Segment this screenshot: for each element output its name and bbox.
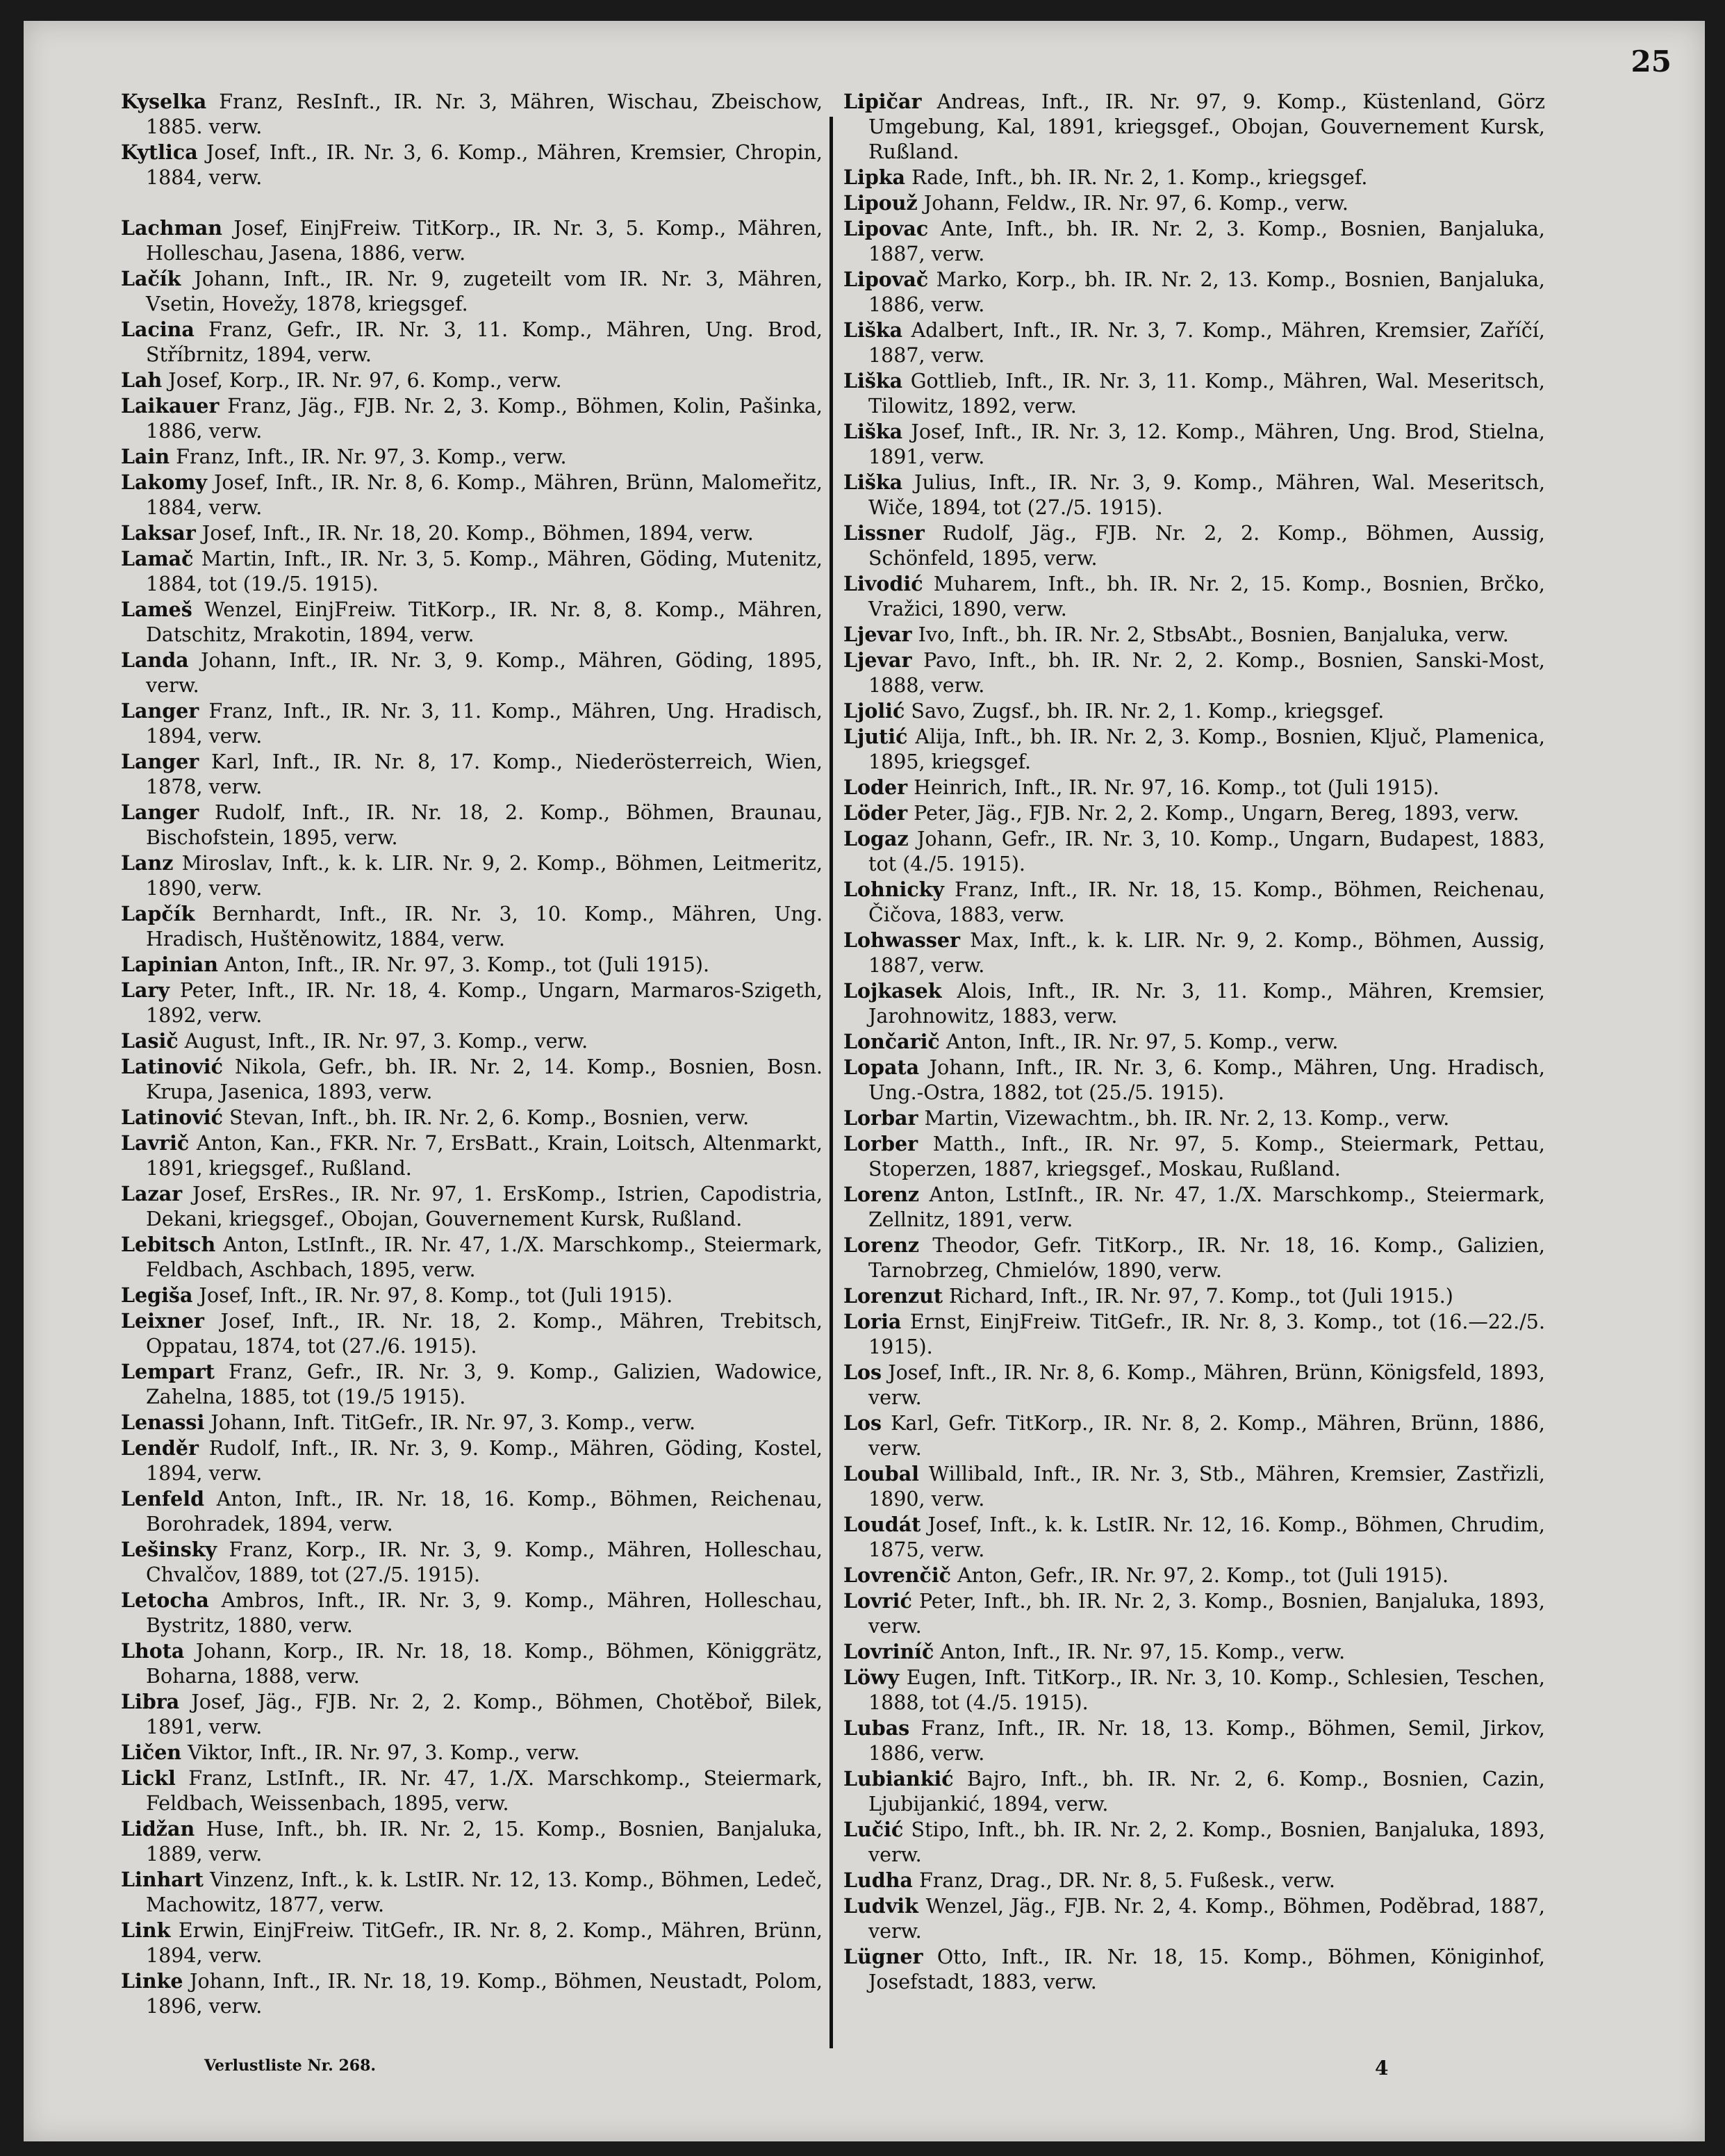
entry-details: Anton, Gefr., IR. Nr. 97, 2. Komp., tot (Juli 1915). [951,1564,1449,1587]
list-entry [121,952,823,978]
entry-surname: Lazar [121,1182,183,1205]
entry-details: Martin, Inft., IR. Nr. 3, 5. Komp., Mähren, Göding, Mutenitz, 1884, tot (19./5. 1915). [146,548,823,595]
entry-surname: Leixner [121,1309,204,1333]
entry-details: Johann, Feldw., IR. Nr. 97, 6. Komp., verw. [917,192,1348,215]
list-entry [121,1308,823,1359]
entry-details: Stipo, Inft., bh. IR. Nr. 2, 2. Komp., Bosnien, Banjaluka, 1893, verw. [868,1818,1545,1866]
entry-surname: Ljevar [843,648,912,672]
entry-surname: Liška [843,420,903,443]
entry-details: Ante, Inft., bh. IR. Nr. 2, 3. Komp., Bosnien, Banjaluka, 1887, verw. [868,217,1545,265]
entry-surname: Linhart [121,1868,204,1891]
list-entry [843,419,1545,470]
entry-surname: Liška [843,369,903,393]
entry-details: Ernst, EinjFreiw. TitGefr., IR. Nr. 8, 3. Komp., tot (16.—22./5. 1915). [868,1310,1545,1358]
entry-details: Alija, Inft., bh. IR. Nr. 2, 3. Komp., Bosnien, Ključ, Plamenica, 1895, kriegsgef. [868,725,1545,773]
entry-surname: Lorenzut [843,1284,943,1308]
list-entry [121,140,823,190]
entry-surname: Loubal [843,1462,919,1486]
list-entry [843,1233,1545,1283]
entry-surname: Lovriníč [843,1640,934,1663]
entry-surname: Lovrenčič [843,1563,952,1587]
entry-surname: Latinović [121,1105,223,1129]
list-entry [121,597,823,648]
list-entry [843,1283,1545,1309]
entry-details: Theodor, Gefr. TitKorp., IR. Nr. 18, 16. Komp., Galizien, Tarnobrzeg, Chmielów, 1890, verw. [868,1234,1545,1282]
list-entry [121,850,823,901]
entry-details: Josef, Inft., IR. Nr. 18, 20. Komp., Böhmen, 1894, verw. [195,522,754,545]
entry-details: Rudolf, Inft., IR. Nr. 18, 2. Komp., Böhmen, Braunau, Bischofstein, 1895, verw. [146,801,823,849]
entry-surname: Lavrič [121,1131,190,1155]
list-entry [843,1665,1545,1715]
entry-surname: Lidžan [121,1817,195,1841]
entry-surname: Lebitsch [121,1233,216,1256]
list-entry [121,1689,823,1740]
list-entry [121,1867,823,1918]
entry-surname: Lojkasek [843,979,942,1003]
entry-surname: Lah [121,368,163,392]
page-number: 25 [1631,44,1672,79]
entry-details: Josef, Inft., IR. Nr. 8, 6. Komp., Mähren, Brünn, Königsfeld, 1893, verw. [868,1361,1545,1409]
entry-surname: Latinović [121,1055,223,1078]
entry-details: Adalbert, Inft., IR. Nr. 3, 7. Komp., Mähren, Kremsier, Zaříčí, 1887, verw. [868,319,1545,367]
entry-surname: Lachman [121,216,222,240]
entry-details: Anton, LstInft., IR. Nr. 47, 1./X. Marschkomp., Steiermark, Feldbach, Aschbach, 1895, verw. [146,1233,823,1281]
entry-details: Otto, Inft., IR. Nr. 18, 15. Komp., Böhmen, Königinhof, Josefstadt, 1883, verw. [868,1945,1545,1993]
entry-details: Stevan, Inft., bh. IR. Nr. 2, 6. Komp., Bosnien, verw. [222,1106,750,1129]
entry-details: Franz, Gefr., IR. Nr. 3, 9. Komp., Galizien, Wadowice, Zahelna, 1885, tot (19./5 1915). [146,1360,823,1408]
entry-details: Franz, LstInft., IR. Nr. 47, 1./X. Marschkomp., Steiermark, Feldbach, Weissenbach, 1895, verw. [146,1767,823,1815]
entry-surname: Laksar [121,521,196,545]
list-entry [843,1588,1545,1639]
entry-surname: Lameš [121,598,192,621]
entry-surname: Libra [121,1690,180,1713]
list-entry [843,1817,1545,1868]
list-entry [121,901,823,952]
list-entry [121,749,823,800]
list-entry [121,215,823,266]
entry-details: Johann, Inft., IR. Nr. 3, 9. Komp., Mähren, Göding, 1895, verw. [146,649,823,697]
list-entry [121,1968,823,2019]
entry-surname: Lučić [843,1818,904,1841]
entry-details: Karl, Inft., IR. Nr. 8, 17. Komp., Niederösterreich, Wien, 1878, verw. [146,750,823,798]
entry-surname: Lipovac [843,217,929,240]
entry-surname: Lončarič [843,1030,940,1053]
entry-details: Josef, Inft., IR. Nr. 18, 2. Komp., Mähren, Trebitsch, Oppatau, 1874, tot (27./6. 1915). [146,1310,823,1358]
sheet-mark: 4 [1375,2057,1389,2080]
list-entry [843,1410,1545,1461]
entry-surname: Ludha [843,1868,913,1892]
entry-details: Josef, Korp., IR. Nr. 97, 6. Komp., verw. [162,369,562,392]
entry-surname: Lešinsky [121,1538,217,1561]
entry-surname: Livodić [843,572,923,595]
entry-details: Willibald, Inft., IR. Nr. 3, Stb., Mähren, Kremsier, Zastřizli, 1890, verw. [868,1463,1545,1511]
entry-surname: Lickl [121,1766,176,1790]
entry-surname: Lačík [121,267,181,290]
entry-surname: Lipka [843,165,906,189]
entry-details: August, Inft., IR. Nr. 97, 3. Komp., verw. [178,1030,588,1053]
entry-details: Josef, Inft., IR. Nr. 8, 6. Komp., Mähren, Brünn, Malomeřitz, 1884, verw. [146,471,823,519]
entry-details: Ambros, Inft., IR. Nr. 3, 9. Komp., Mähren, Holleschau, Bystritz, 1880, verw. [146,1589,823,1637]
list-entry [121,1435,823,1486]
entry-details: Max, Inft., k. k. LIR. Nr. 9, 2. Komp., Böhmen, Aussig, 1887, verw. [868,929,1545,977]
entry-surname: Lenassi [121,1410,205,1434]
list-entry [121,1816,823,1867]
entry-surname: Lovrić [843,1589,912,1613]
list-entry [843,1029,1545,1055]
entry-details: Pavo, Inft., bh. IR. Nr. 2, 2. Komp., Bosnien, Sanski-Most, 1888, verw. [868,649,1545,697]
entry-surname: Los [843,1411,882,1435]
entry-surname: Ludvik [843,1894,918,1918]
list-entry [121,1130,823,1181]
list-entry [843,190,1545,216]
list-entry [843,368,1545,419]
list-entry [843,1131,1545,1182]
entry-surname: Liška [843,318,903,342]
entry-details: Franz, Jäg., FJB. Nr. 2, 3. Komp., Böhmen, Kolin, Pašinka, 1886, verw. [146,395,823,443]
entry-surname: Ljevar [843,623,912,646]
entry-details: Bernhardt, Inft., IR. Nr. 3, 10. Komp., Mähren, Ung. Hradisch, Huštěnowitz, 1884, verw. [146,903,823,951]
entry-details: Erwin, EinjFreiw. TitGefr., IR. Nr. 8, 2. Komp., Mähren, Brünn, 1894, verw. [146,1919,823,1967]
list-entry [121,1410,823,1435]
entry-surname: Löder [843,801,908,825]
entry-surname: Lorenz [843,1183,920,1206]
entry-surname: Lipovač [843,268,929,291]
list-entry [121,1232,823,1283]
list-entry [843,1944,1545,1995]
entry-details: Bajro, Inft., bh. IR. Nr. 2, 6. Komp., Bosnien, Cazin, Ljubijankić, 1894, verw. [868,1768,1545,1816]
entry-details: Josef, Inft., k. k. LstIR. Nr. 12, 16. Komp., Böhmen, Chrudim, 1875, verw. [868,1513,1545,1561]
list-entry [843,318,1545,368]
list-entry [843,648,1545,698]
entry-details: Huse, Inft., bh. IR. Nr. 2, 15. Komp., Bosnien, Banjaluka, 1889, verw. [146,1818,823,1866]
entry-details: Muharem, Inft., bh. IR. Nr. 2, 15. Komp., Bosnien, Brčko, Vražici, 1890, verw. [868,573,1545,620]
entry-surname: Lopata [843,1055,920,1079]
entry-surname: Logaz [843,827,909,850]
entry-details: Vinzenz, Inft., k. k. LstIR. Nr. 12, 13. Komp., Böhmen, Ledeč, Machowitz, 1877, verw. [146,1868,823,1916]
list-entry [121,1537,823,1588]
list-entry [843,571,1545,622]
entry-details: Wenzel, Jäg., FJB. Nr. 2, 4. Komp., Böhmen, Poděbrad, 1887, verw. [868,1895,1545,1943]
entry-surname: Legiša [121,1283,193,1307]
list-entry [121,520,823,546]
entry-surname: Lenděr [121,1436,199,1460]
list-entry [121,1918,823,1968]
entry-details: Matth., Inft., IR. Nr. 97, 5. Komp., Steiermark, Pettau, Stoperzen, 1887, kriegsgef., Moskau, Rußland. [868,1133,1545,1180]
entry-details: Miroslav, Inft., k. k. LIR. Nr. 9, 2. Komp., Böhmen, Leitmeritz, 1890, verw. [146,852,823,900]
entry-surname: Lanz [121,851,174,875]
entry-surname: Landa [121,648,189,672]
list-entry [121,1588,823,1638]
list-entry [843,520,1545,571]
entry-surname: Lipičar [843,90,922,113]
entry-surname: Langer [121,800,199,824]
entry-surname: Loudát [843,1513,921,1536]
entry-details: Franz, Inft., IR. Nr. 18, 15. Komp., Böhmen, Reichenau, Čičova, 1883, verw. [868,878,1545,926]
entry-details: Josef, Inft., IR. Nr. 3, 12. Komp., Mähren, Ung. Brod, Stielna, 1891, verw. [868,420,1545,468]
entry-surname: Lohwasser [843,928,961,952]
list-entry [121,1359,823,1410]
entry-details: Johann, Inft., IR. Nr. 9, zugeteilt vom IR. Nr. 3, Mähren, Vsetin, Hovežy, 1878, kriegsgef. [146,268,823,315]
entry-surname: Langer [121,750,199,773]
entry-details: Josef, Inft., IR. Nr. 97, 8. Komp., tot (Juli 1915). [192,1284,673,1307]
entry-surname: Langer [121,699,199,723]
list-entry [843,1055,1545,1105]
list-entry [121,393,823,444]
list-entry [843,826,1545,877]
list-entry [121,1054,823,1105]
entry-details: Josef, Jäg., FJB. Nr. 2, 2. Komp., Böhmen, Chotěboř, Bilek, 1891, verw. [146,1690,823,1738]
list-entry [121,1181,823,1232]
list-entry [843,1893,1545,1944]
list-entry [843,216,1545,267]
entry-details: Anton, Inft., IR. Nr. 97, 15. Komp., verw. [934,1640,1346,1663]
list-entry [121,1766,823,1816]
entry-surname: Laikauer [121,394,220,418]
entry-details: Nikola, Gefr., bh. IR. Nr. 2, 14. Komp., Bosnien, Bosn. Krupa, Jasenica, 1893, verw. [146,1055,823,1103]
entry-surname: Kytlica [121,140,198,164]
entry-surname: Ljutić [843,725,908,748]
list-entry [121,1283,823,1308]
entry-details: Anton, Kan., FKR. Nr. 7, ErsBatt., Krain, Loitsch, Altenmarkt, 1891, kriegsgef., Rußland. [146,1132,823,1180]
entry-surname: Liška [843,470,903,494]
entry-details: Johann, Inft. TitGefr., IR. Nr. 97, 3. Komp., verw. [204,1411,696,1434]
entry-details: Savo, Zugsf., bh. IR. Nr. 2, 1. Komp., kriegsgef. [905,700,1385,723]
list-entry [121,444,823,470]
entry-details: Anton, LstInft., IR. Nr. 47, 1./X. Marschkomp., Steiermark, Zellnitz, 1891, verw. [868,1183,1545,1231]
entry-details: Viktor, Inft., IR. Nr. 97, 3. Komp., verw. [181,1741,580,1764]
entry-details: Josef, Inft., IR. Nr. 3, 6. Komp., Mähren, Kremsier, Chropin, 1884, verw. [146,141,823,189]
list-entry [121,1105,823,1130]
entry-surname: Lipouž [843,191,918,215]
entry-surname: Lakomy [121,470,207,494]
list-entry [121,317,823,368]
entry-details: Ivo, Inft., bh. IR. Nr. 2, StbsAbt., Bosnien, Banjaluka, verw. [911,623,1509,646]
list-entry [121,698,823,749]
list-entry [843,978,1545,1029]
entry-details: Franz, Gefr., IR. Nr. 3, 11. Komp., Mähren, Ung. Brod, Stříbrnitz, 1894, verw. [146,318,823,366]
entry-details: Rudolf, Inft., IR. Nr. 3, 9. Komp., Mähren, Göding, Kostel, 1894, verw. [146,1437,823,1485]
entry-details: Julius, Inft., IR. Nr. 3, 9. Komp., Mähren, Wal. Meseritsch, Wiče, 1894, tot (27./5. 1915). [868,471,1545,519]
list-entry [121,978,823,1028]
list-entry [843,1766,1545,1817]
list-entry [843,775,1545,800]
entry-details: Marko, Korp., bh. IR. Nr. 2, 13. Komp., Bosnien, Banjaluka, 1886, verw. [868,268,1545,316]
list-entry [121,648,823,698]
entry-surname: Lubiankić [843,1767,954,1791]
list-entry [843,1105,1545,1131]
entry-details: Josef, EinjFreiw. TitKorp., IR. Nr. 3, 5. Komp., Mähren, Holleschau, Jasena, 1886, verw. [146,217,823,265]
entry-details: Franz, Inft., IR. Nr. 3, 11. Komp., Mähren, Ung. Hradisch, 1894, verw. [146,700,823,748]
list-entry [121,1638,823,1689]
entry-surname: Loria [843,1310,902,1333]
document-page [24,21,1705,2141]
entry-surname: Loder [843,775,908,799]
entry-details: Franz, Drag., DR. Nr. 8, 5. Fußesk., verw. [912,1869,1335,1892]
entry-details: Franz, Inft., IR. Nr. 18, 13. Komp., Böhmen, Semil, Jirkov, 1886, verw. [868,1717,1545,1765]
entry-surname: Lempart [121,1360,215,1383]
entry-surname: Lapinian [121,953,218,976]
list-entry [843,698,1545,724]
entry-surname: Lain [121,445,170,468]
entry-details: Richard, Inft., IR. Nr. 97, 7. Komp., tot (Juli 1915.) [943,1285,1453,1308]
entry-details: Alois, Inft., IR. Nr. 3, 11. Komp., Mähren, Kremsier, Jarohnowitz, 1883, verw. [868,980,1545,1028]
entry-details: Gottlieb, Inft., IR. Nr. 3, 11. Komp., Mähren, Wal. Meseritsch, Tilowitz, 1892, verw. [868,370,1545,418]
entry-details: Peter, Jäg., FJB. Nr. 2, 2. Komp., Ungarn, Bereg, 1893, verw. [907,802,1519,825]
entry-surname: Letocha [121,1588,209,1612]
list-entry [121,368,823,393]
entry-surname: Linke [121,1969,183,1993]
entry-details: Anton, Inft., IR. Nr. 18, 16. Komp., Böhmen, Reichenau, Borohradek, 1894, verw. [146,1488,823,1536]
entry-details: Rade, Inft., bh. IR. Nr. 2, 1. Komp., kriegsgef. [905,166,1368,189]
entry-surname: Lhota [121,1639,185,1663]
list-entry [843,1563,1545,1588]
page-footer: Verlustliste Nr. 268. [204,2057,377,2075]
list-entry [121,546,823,597]
entry-details: Andreas, Inft., IR. Nr. 97, 9. Komp., Küstenland, Görz Umgebung, Kal, 1891, kriegsgef., Obojan, Gouvernement Kursk, Rußland. [868,90,1545,163]
entry-surname: Ljolić [843,699,905,723]
entry-details: Peter, Inft., bh. IR. Nr. 2, 3. Komp., Bosnien, Banjaluka, 1893, verw. [868,1590,1545,1638]
right-column [843,89,1545,1995]
entry-surname: Lissner [843,521,925,545]
list-entry [843,622,1545,648]
list-entry [843,1639,1545,1665]
entry-details: Franz, ResInft., IR. Nr. 3, Mähren, Wischau, Zbeischow, 1885. verw. [146,90,823,138]
list-entry [843,470,1545,520]
entry-surname: Lubas [843,1716,910,1740]
list-entry [121,89,823,140]
list-entry [843,724,1545,775]
list-entry [121,1740,823,1766]
entry-surname: Lapčík [121,902,195,925]
entry-details: Franz, Inft., IR. Nr. 97, 3. Komp., verw. [170,445,567,468]
list-entry [843,1182,1545,1233]
list-entry [121,470,823,520]
entry-surname: Lohnicky [843,878,944,901]
list-entry [843,1868,1545,1893]
entry-surname: Lorbar [843,1106,918,1130]
entry-details: Johann, Gefr., IR. Nr. 3, 10. Komp., Ungarn, Budapest, 1883, tot (4./5. 1915). [868,828,1545,875]
list-entry [121,1028,823,1054]
entry-details: Peter, Inft., IR. Nr. 18, 4. Komp., Ungarn, Marmaros-Szigeth, 1892, verw. [146,979,823,1027]
entry-details: Johann, Inft., IR. Nr. 3, 6. Komp., Mähren, Ung. Hradisch, Ung.-Ostra, 1882, tot (25./5. 1915). [868,1056,1545,1104]
entry-details: Franz, Korp., IR. Nr. 3, 9. Komp., Mähren, Holleschau, Chvalčov, 1889, tot (27./5. 1915). [146,1538,823,1586]
entry-details: Karl, Gefr. TitKorp., IR. Nr. 8, 2. Komp., Mähren, Brünn, 1886, verw. [868,1412,1545,1460]
entry-surname: Lenfeld [121,1487,205,1511]
list-entry [843,267,1545,318]
list-entry [843,800,1545,826]
entry-surname: Los [843,1360,882,1384]
entry-surname: Ličen [121,1741,182,1764]
list-entry [843,928,1545,978]
list-entry [121,266,823,317]
left-column [121,89,823,2019]
entry-surname: Löwy [843,1665,900,1689]
entry-surname: Lorber [843,1132,918,1155]
entry-surname: Kyselka [121,90,207,113]
entry-details: Rudolf, Jäg., FJB. Nr. 2, 2. Komp., Böhmen, Aussig, Schönfeld, 1895, verw. [868,522,1545,570]
entry-surname: Lügner [843,1945,923,1968]
entry-surname: Lasič [121,1029,179,1053]
entry-details: Johann, Korp., IR. Nr. 18, 18. Komp., Böhmen, Königgrätz, Boharna, 1888, verw. [146,1640,823,1688]
list-entry [843,1715,1545,1766]
entry-surname: Lary [121,978,170,1002]
list-entry [843,877,1545,928]
entry-details: Martin, Vizewachtm., bh. IR. Nr. 2, 13. Komp., verw. [918,1107,1450,1130]
entry-details: Anton, Inft., IR. Nr. 97, 5. Komp., verw. [939,1030,1339,1053]
entry-details: Heinrich, Inft., IR. Nr. 97, 16. Komp., tot (Juli 1915). [907,776,1439,799]
entry-details: Wenzel, EinjFreiw. TitKorp., IR. Nr. 8, 8. Komp., Mähren, Datschitz, Mrakotin, 1894, verw. [146,598,823,646]
list-entry [843,1512,1545,1563]
entry-details: Anton, Inft., IR. Nr. 97, 3. Komp., tot (Juli 1915). [218,953,710,976]
entry-surname: Link [121,1918,171,1942]
entry-details: Johann, Inft., IR. Nr. 18, 19. Komp., Böhmen, Neustadt, Polom, 1896, verw. [146,1970,823,2018]
list-entry [843,1360,1545,1410]
list-entry [843,165,1545,190]
entry-details: Eugen, Inft. TitKorp., IR. Nr. 3, 10. Komp., Schlesien, Teschen, 1888, tot (4./5. 1915). [868,1666,1545,1714]
list-entry [121,1486,823,1537]
list-entry [843,89,1545,165]
list-entry [121,800,823,850]
column-divider [830,117,833,2048]
list-entry [843,1309,1545,1360]
entry-surname: Lorenz [843,1233,920,1257]
entry-details: Josef, ErsRes., IR. Nr. 97, 1. ErsKomp., Istrien, Capodistria, Dekani, kriegsgef., Obojan, Gouvernement Kursk, Rußland. [146,1183,823,1231]
entry-surname: Lamač [121,547,194,570]
entry-surname: Lacina [121,318,195,341]
list-entry [843,1461,1545,1512]
